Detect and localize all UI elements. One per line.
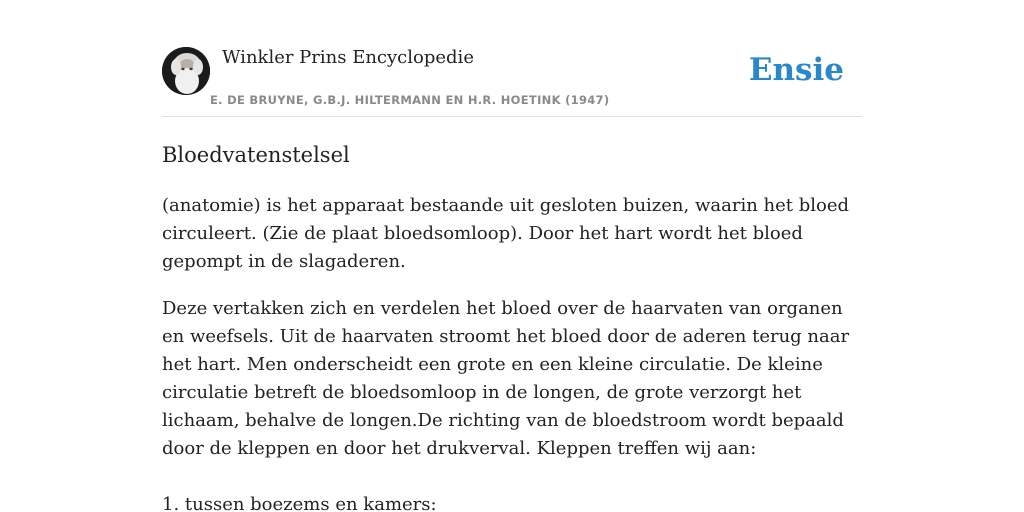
publication-header [162, 46, 862, 117]
article-paragraph: Deze vertakken zich en verdelen het bloed over de haarvaten van organen en weefsels. Uit de haarvaten stroomt het bloed door de aderen terug naar het hart. Men onderscheidt een grote en een kleine circulatie. De kleine circulatie betreft de bloedsomloop in de longen, de grote verzorgt het lichaam, behalve de longen.De richting van de bloedstroom wordt bepaald door de kleppen en door het drukverval. Kleppen treffen wij aan: [162, 298, 850, 459]
article-paragraph: (anatomie) is het apparaat bestaande uit gesloten buizen, waarin het bloed circuleert. (Zie de plaat bloedsomloop). Door het hart wordt het bloed gepompt in de slagaderen. [162, 195, 850, 272]
list-item: 1. tussen boezems en kamers: [162, 494, 437, 512]
publication-title-link[interactable]: Winkler Prins Encyclopedie [222, 47, 474, 68]
author-avatar[interactable] [162, 47, 210, 95]
portrait-icon [162, 47, 210, 95]
ensie-logo-link[interactable]: Ensie [748, 52, 844, 88]
article-body [162, 192, 862, 512]
publication-authors: E. DE BRUYNE, G.B.J. HILTERMANN EN H.R. HOETINK (1947) [210, 93, 610, 107]
article-title: Bloedvatenstelsel [162, 143, 350, 167]
